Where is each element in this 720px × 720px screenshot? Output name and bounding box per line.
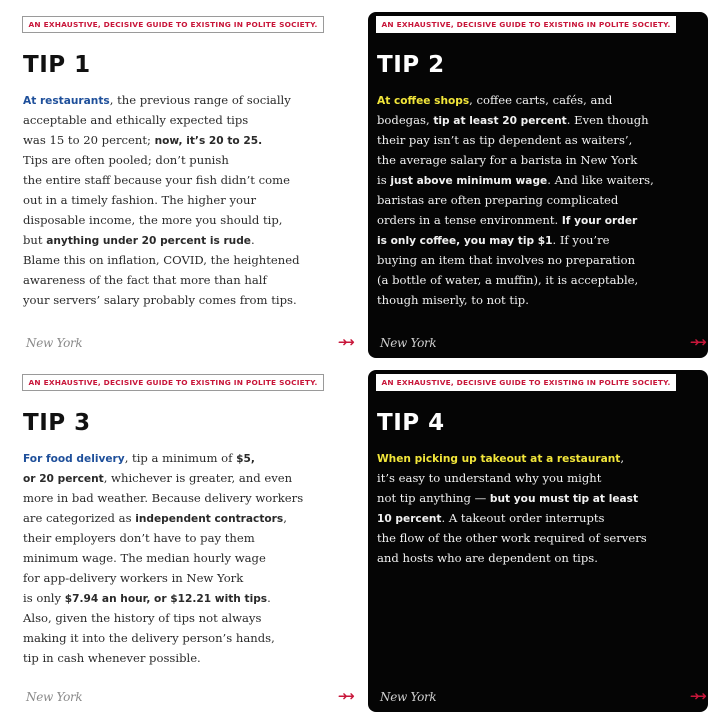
body-line — [23, 548, 350, 568]
text-segment: . Even though — [566, 113, 649, 127]
body-line — [23, 290, 350, 310]
body-line — [23, 250, 350, 270]
body-line — [377, 270, 702, 290]
bold-phrase: If your order — [561, 215, 638, 227]
text-segment: though miserly, to not tip. — [377, 293, 529, 307]
body-line — [377, 150, 702, 170]
text-segment: (a bottle of water, a muffin), it is acceptable, — [377, 273, 639, 287]
body-line — [23, 488, 350, 508]
text-segment: bodegas, — [377, 113, 434, 127]
text-segment: baristas are often preparing complicated — [377, 193, 619, 207]
body-line — [23, 468, 350, 488]
body-line — [23, 448, 350, 468]
lead-phrase: At restaurants — [23, 95, 110, 107]
text-segment: tip in cash whenever possible. — [23, 651, 201, 665]
bold-phrase: independent contractors — [135, 513, 284, 525]
text-segment: , tip a minimum of — [124, 451, 237, 465]
next-arrow-icon[interactable]: ➜➜ — [689, 689, 704, 703]
text-segment: making it into the delivery person’s hands, — [23, 631, 275, 645]
tip-body — [377, 90, 702, 310]
text-segment: and hosts who are dependent on tips. — [377, 551, 598, 565]
body-line — [23, 230, 350, 250]
series-banner: AN EXHAUSTIVE, DECISIVE GUIDE TO EXISTING IN POLITE SOCIETY. — [376, 374, 676, 391]
text-segment: was 15 to 20 percent; — [23, 133, 155, 147]
body-line — [23, 648, 350, 668]
tip-title: TIP 1 — [23, 52, 91, 78]
bold-phrase: or 20 percent — [23, 473, 104, 485]
tip-body — [377, 448, 702, 568]
bold-phrase: now, it’s 20 to 25. — [154, 135, 263, 147]
text-segment: more in bad weather. Because delivery workers — [23, 491, 304, 505]
body-line — [377, 110, 702, 130]
text-segment: . — [267, 591, 271, 605]
body-line — [23, 130, 350, 150]
text-segment: awareness of the fact that more than half — [23, 273, 267, 287]
body-line — [23, 110, 350, 130]
text-segment: , coffee carts, cafés, and — [469, 93, 613, 107]
body-line — [23, 508, 350, 528]
text-segment: orders in a tense environment. — [377, 213, 562, 227]
text-segment: the entire staff because your fish didn’t come — [23, 173, 290, 187]
new-york-logo: New York — [380, 690, 437, 704]
text-segment: the average salary for a barista in New York — [377, 153, 638, 167]
new-york-logo: New York — [26, 336, 83, 350]
body-line — [377, 90, 702, 110]
body-line — [377, 250, 702, 270]
text-segment: . A takeout order interrupts — [441, 511, 605, 525]
text-segment: , whichever is greater, and even — [103, 471, 293, 485]
body-line — [377, 448, 702, 468]
body-line — [377, 290, 702, 310]
lead-phrase: For food delivery — [23, 453, 125, 465]
body-line — [377, 488, 702, 508]
tip-title: TIP 2 — [377, 52, 445, 78]
text-segment: is only — [23, 591, 65, 605]
tip-card-2 — [368, 12, 708, 358]
next-arrow-icon[interactable]: ➜➜ — [337, 335, 352, 349]
body-line — [23, 270, 350, 290]
text-segment: out in a timely fashion. The higher your — [23, 193, 256, 207]
body-line — [23, 90, 350, 110]
series-banner: AN EXHAUSTIVE, DECISIVE GUIDE TO EXISTING IN POLITE SOCIETY. — [22, 16, 324, 33]
text-segment: your servers’ salary probably comes from tips. — [23, 293, 297, 307]
body-line — [23, 628, 350, 648]
text-segment: minimum wage. The median hourly wage — [23, 551, 266, 565]
text-segment: for app-delivery workers in New York — [23, 571, 244, 585]
tip-body — [23, 90, 350, 310]
bold-phrase: $5, — [236, 453, 255, 465]
text-segment: the flow of the other work required of servers — [377, 531, 647, 545]
body-line — [377, 468, 702, 488]
tip-title: TIP 4 — [377, 410, 445, 436]
body-line — [377, 528, 702, 548]
bold-phrase: tip at least 20 percent — [433, 115, 567, 127]
body-line — [23, 210, 350, 230]
text-segment: . If you’re — [552, 233, 610, 247]
text-segment: Also, given the history of tips not always — [23, 611, 262, 625]
body-line — [377, 548, 702, 568]
text-segment: disposable income, the more you should tip, — [23, 213, 283, 227]
text-segment: their employers don’t have to pay them — [23, 531, 255, 545]
body-line — [377, 130, 702, 150]
series-banner: AN EXHAUSTIVE, DECISIVE GUIDE TO EXISTING IN POLITE SOCIETY. — [376, 16, 676, 33]
tip-body — [23, 448, 350, 668]
body-line — [23, 150, 350, 170]
bold-phrase: anything under 20 percent is rude — [46, 235, 251, 247]
body-line — [23, 568, 350, 588]
lead-phrase: At coffee shops — [377, 95, 470, 107]
new-york-logo: New York — [380, 336, 437, 350]
text-segment: but — [23, 233, 47, 247]
next-arrow-icon[interactable]: ➜➜ — [337, 689, 352, 703]
text-segment: Tips are often pooled; don’t punish — [23, 153, 229, 167]
body-line — [377, 170, 702, 190]
next-arrow-icon[interactable]: ➜➜ — [689, 335, 704, 349]
body-line — [23, 588, 350, 608]
bold-phrase: just above minimum wage — [390, 175, 548, 187]
lead-phrase: When picking up takeout at a restaurant — [377, 453, 621, 465]
body-line — [23, 528, 350, 548]
text-segment: , — [620, 451, 625, 465]
bold-phrase: but you must tip at least — [489, 493, 639, 505]
tip-title: TIP 3 — [23, 410, 91, 436]
body-line — [377, 230, 702, 250]
tip-card-4 — [368, 370, 708, 712]
body-line — [23, 190, 350, 210]
new-york-logo: New York — [26, 690, 83, 704]
text-segment: is — [377, 173, 391, 187]
body-line — [377, 190, 702, 210]
text-segment: , — [283, 511, 287, 525]
body-line — [23, 170, 350, 190]
body-line — [23, 608, 350, 628]
text-segment: not tip anything — — [377, 491, 490, 505]
text-segment: buying an item that involves no preparation — [377, 253, 636, 267]
text-segment: , the previous range of socially — [109, 93, 291, 107]
body-line — [377, 210, 702, 230]
text-segment: acceptable and ethically expected tips — [23, 113, 249, 127]
bold-phrase: 10 percent — [377, 513, 442, 525]
body-line — [377, 508, 702, 528]
bold-phrase: is only coffee, you may tip $1 — [377, 235, 553, 247]
text-segment: are categorized as — [23, 511, 136, 525]
text-segment: their pay isn’t as tip dependent as waiters’, — [377, 133, 633, 147]
text-segment: Blame this on inflation, COVID, the heightened — [23, 253, 300, 267]
tip-card-1 — [14, 12, 356, 358]
bold-phrase: $7.94 an hour, or $12.21 with tips — [64, 593, 268, 605]
text-segment: it’s easy to understand why you might — [377, 471, 602, 485]
series-banner: AN EXHAUSTIVE, DECISIVE GUIDE TO EXISTING IN POLITE SOCIETY. — [22, 374, 324, 391]
text-segment: . And like waiters, — [547, 173, 654, 187]
tip-card-3 — [14, 370, 356, 712]
text-segment: . — [251, 233, 255, 247]
